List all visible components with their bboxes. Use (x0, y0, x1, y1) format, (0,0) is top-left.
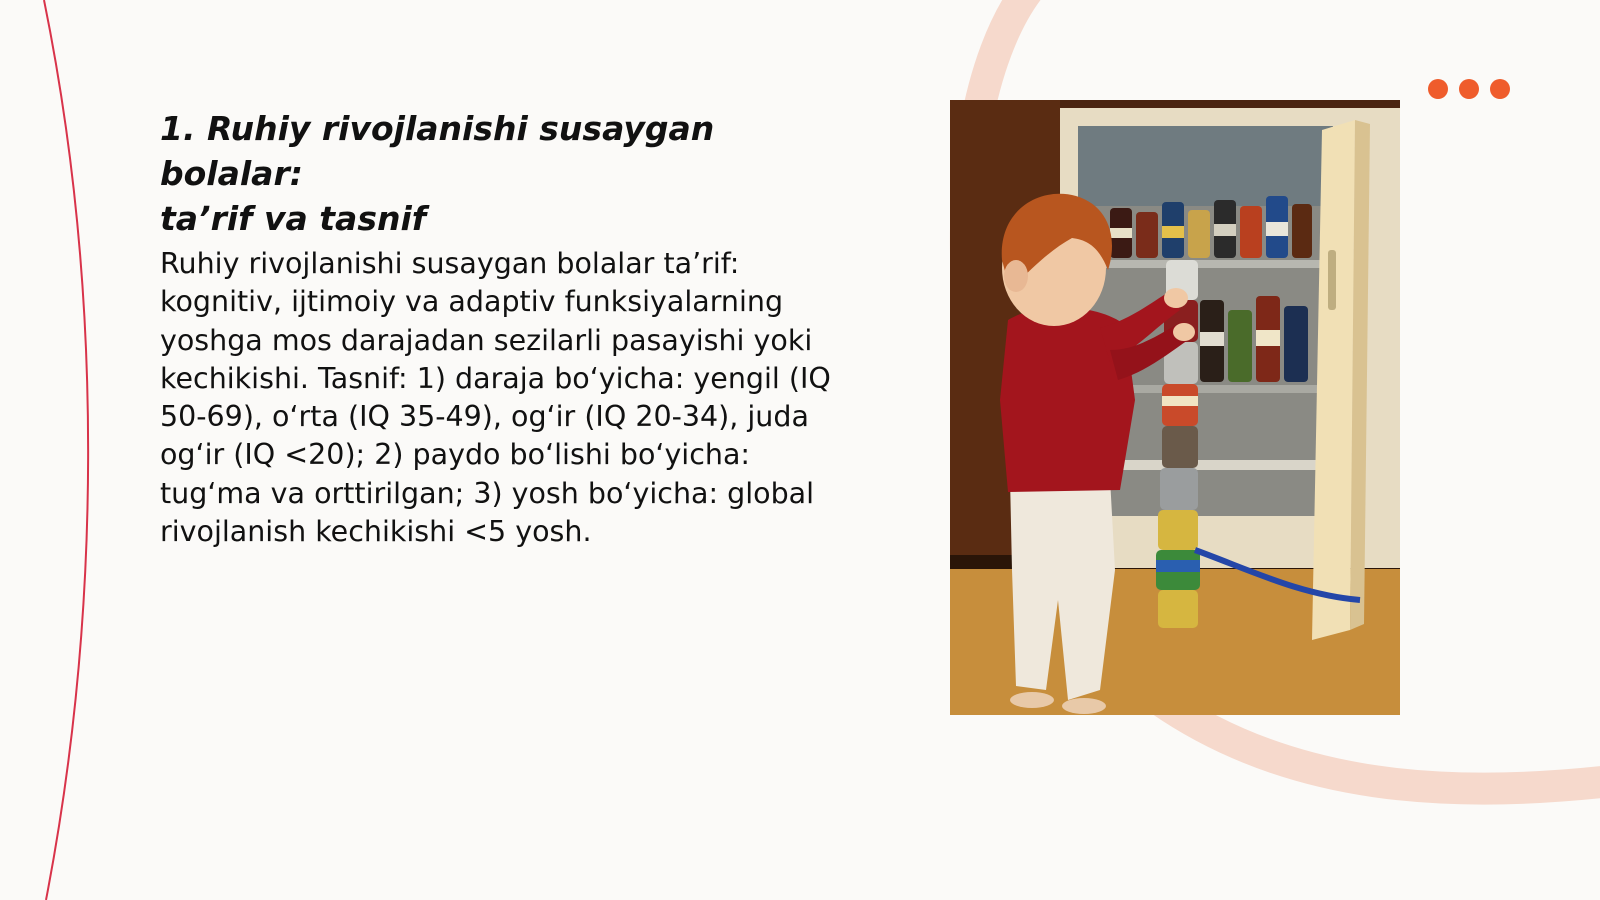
menu-dots (1428, 79, 1510, 99)
title-line-1: 1. Ruhiy rivojlanishi susaygan bolalar: (160, 109, 715, 193)
slide-title (160, 106, 860, 241)
left-curve-line (44, 0, 88, 900)
title-line-2: ta’rif va tasnif (160, 199, 427, 238)
dot-3 (1490, 79, 1510, 99)
child-stacking-cans-photo (950, 100, 1400, 715)
dot-2 (1459, 79, 1479, 99)
dot-1 (1428, 79, 1448, 99)
slide-body-text: Ruhiy rivojlanishi susaygan bolalar ta’rif: kognitiv, ijtimoiy va adaptiv funksiyalarning yoshga mos darajadan sezilarli pasayishi yoki kechikishi. Tasnif: 1) daraja bo‘yicha: yengil (IQ 50-69), o‘rta (IQ 35-49), og‘ir (IQ 20-34), juda og‘ir (IQ <20); 2) paydo bo‘lishi bo‘yicha: tug‘ma va orttirilgan; 3) yosh bo‘yicha: global rivojlanish kechikishi <5 yosh. (160, 247, 831, 549)
